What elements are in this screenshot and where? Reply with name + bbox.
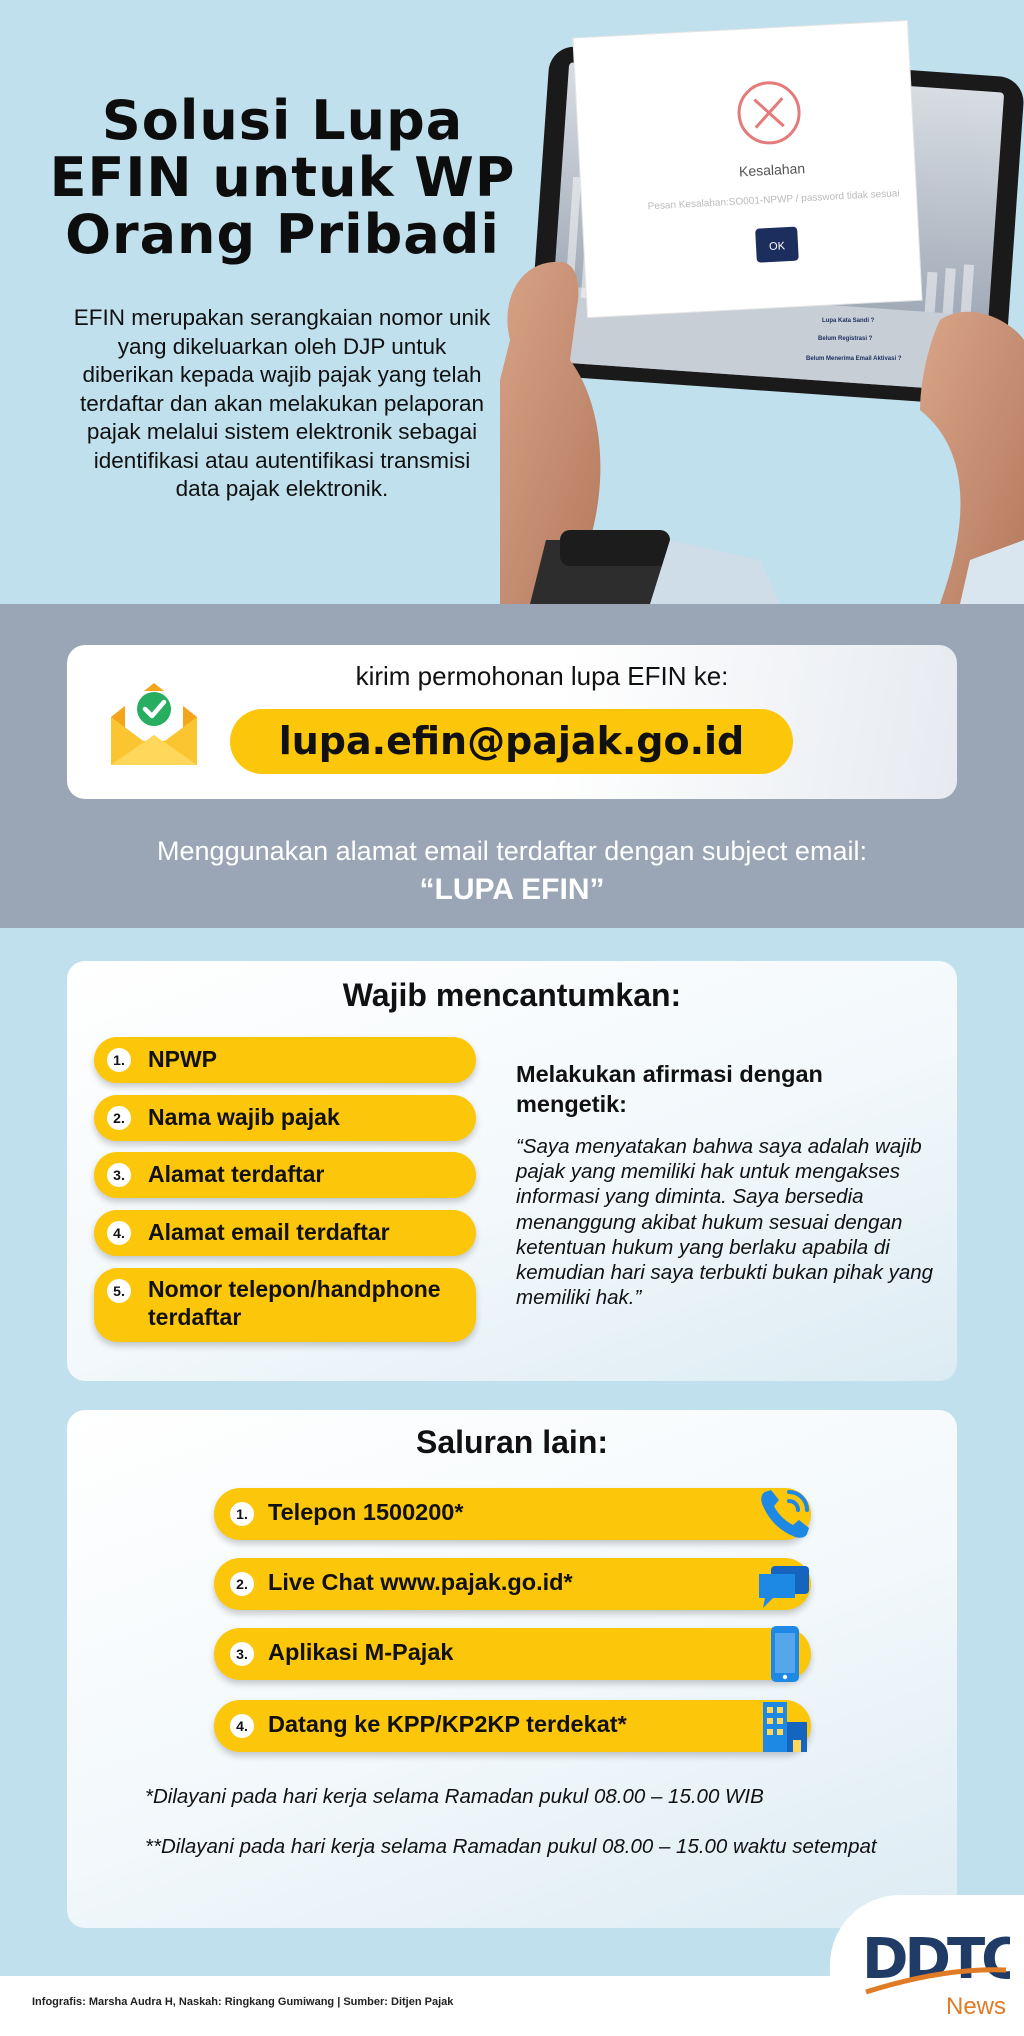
requirement-item	[94, 1152, 476, 1198]
channel-item-phone[interactable]	[214, 1488, 811, 1540]
requirements-card	[67, 961, 957, 1381]
building-icon	[755, 1696, 815, 1756]
affirmation-heading: Melakukan afirmasi dengan mengetik:	[516, 1061, 823, 1117]
svg-text:OK: OK	[768, 240, 786, 254]
tablet-illustration	[500, 0, 1024, 604]
phone-icon	[755, 1484, 815, 1544]
channel-text: Telepon 1500200*	[268, 1499, 464, 1525]
requirement-number: 2.	[107, 1106, 131, 1130]
affirmation-quote: “Saya menyatakan bahwa saya adalah wajib pajak yang memiliki hak untuk mengakses informasi yang diminta. Saya bersedia menanggung akibat hukum sesuai dengan ketentuan hukum yang berlaku apabila di kemudian hari saya terbukti bukan pihak yang memiliki hak.”	[516, 1135, 934, 1310]
credits: Infografis: Marsha Audra H, Naskah: Ringkang Gumiwang | Sumber: Ditjen Pajak	[32, 1996, 454, 2008]
requirement-text: NPWP	[148, 1046, 217, 1072]
channels-card	[67, 1410, 957, 1928]
requirement-item	[94, 1210, 476, 1256]
hero-section	[0, 0, 1024, 604]
requirements-title: Wajib mencantumkan:	[342, 977, 682, 1013]
channel-text: Live Chat www.pajak.go.id*	[268, 1569, 573, 1595]
page-title	[30, 89, 535, 266]
channel-number: 2.	[230, 1572, 254, 1596]
svg-text:Lupa Kata Sandi ?: Lupa Kata Sandi ?	[822, 318, 875, 324]
footnote-2: **Dilayani pada hari kerja selama Ramadan pukul 08.00 – 15.00 waktu setempat	[145, 1835, 877, 1858]
requirement-text: Alamat terdaftar	[148, 1161, 325, 1187]
hand-tablet-image	[500, 0, 1024, 604]
channel-text: Aplikasi M-Pajak	[268, 1639, 454, 1665]
svg-text:DDTC: DDTC	[862, 1927, 1010, 1992]
svg-text:Kesalahan: Kesalahan	[738, 160, 806, 180]
channel-item-chat[interactable]	[214, 1558, 811, 1610]
title-line-1: Solusi Lupa	[101, 89, 464, 152]
svg-text:Pesan Kesalahan:SO001-NPWP / p: Pesan Kesalahan:SO001-NPWP / password tidak sesuai	[647, 188, 900, 213]
requirement-item	[94, 1268, 476, 1342]
requirement-text: Alamat email terdaftar	[148, 1219, 390, 1245]
efin-description: EFIN merupakan serangkaian nomor unik yang dikeluarkan oleh DJP untuk diberikan kepada wajib pajak yang telah terdaftar dan akan melakukan pelaporan pajak melalui sistem elektronik sebagai identifikasi atau autentifikasi transmisi data pajak elektronik.	[73, 305, 491, 501]
ddtc-news-logo	[860, 1918, 1010, 2018]
channel-item-office[interactable]	[214, 1700, 811, 1752]
svg-text:Belum Menerima Email Aktivasi: Belum Menerima Email Aktivasi ?	[806, 356, 902, 362]
channel-item-app[interactable]	[214, 1628, 811, 1680]
subject-instruction: Menggunakan alamat email terdaftar dengan subject email:	[157, 836, 867, 866]
mobile-icon	[755, 1624, 815, 1684]
requirement-number: 4.	[107, 1221, 131, 1245]
envelope-check-icon	[105, 673, 203, 771]
email-card	[67, 645, 957, 799]
channel-number: 1.	[230, 1502, 254, 1526]
requirement-text: Nomor telepon/handphone terdaftar	[148, 1276, 441, 1330]
requirement-text: Nama wajib pajak	[148, 1104, 340, 1130]
channel-number: 3.	[230, 1642, 254, 1666]
title-line-2: EFIN untuk WP	[49, 146, 516, 209]
channel-text: Datang ke KPP/KP2KP terdekat*	[268, 1711, 627, 1737]
subject-value: “LUPA EFIN”	[419, 873, 605, 906]
requirement-number: 3.	[107, 1163, 131, 1187]
channels-title: Saluran lain:	[415, 1424, 609, 1460]
efin-email-address[interactable]: lupa.efin@pajak.go.id	[230, 709, 793, 774]
footnote-1: *Dilayani pada hari kerja selama Ramadan pukul 08.00 – 15.00 WIB	[145, 1785, 764, 1808]
svg-text:Belum Registrasi ?: Belum Registrasi ?	[818, 336, 873, 342]
requirement-item	[94, 1037, 476, 1083]
requirement-number: 5.	[107, 1279, 131, 1303]
svg-text:News: News	[945, 1993, 1006, 2018]
channel-number: 4.	[230, 1714, 254, 1738]
requirement-item	[94, 1095, 476, 1141]
chat-icon	[755, 1554, 815, 1614]
requirement-number: 1.	[107, 1048, 131, 1072]
title-line-3: Orang Pribadi	[65, 203, 500, 266]
email-intro: kirim permohonan lupa EFIN ke:	[355, 661, 729, 691]
